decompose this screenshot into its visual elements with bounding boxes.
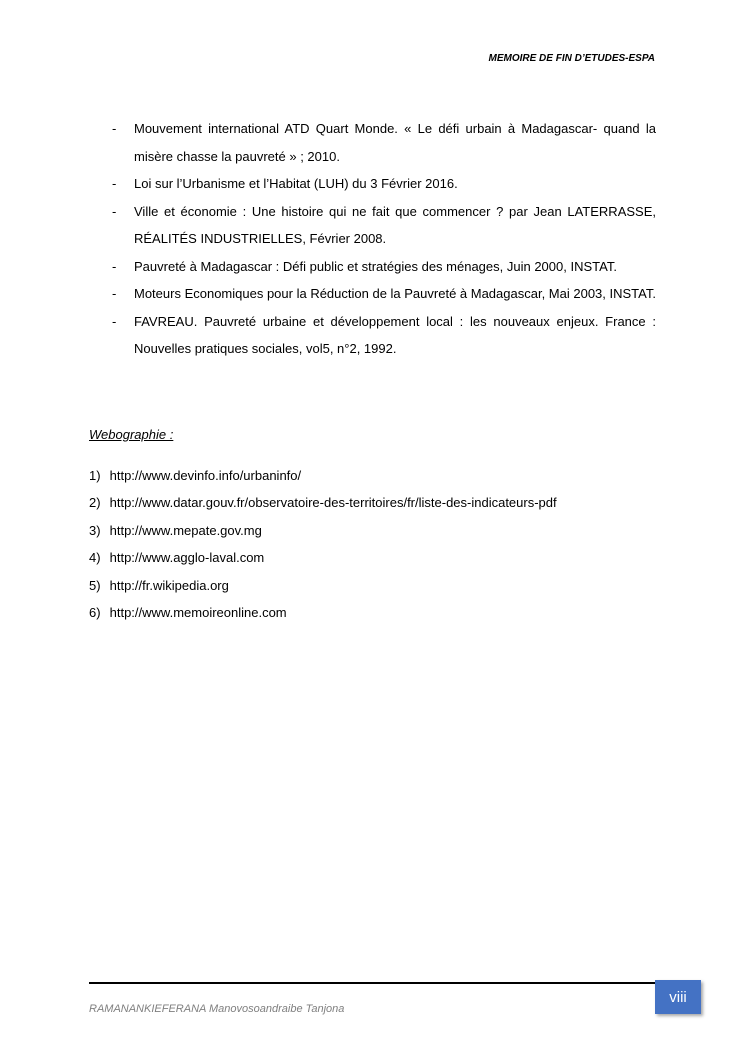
footer-divider <box>89 982 674 984</box>
item-number: 6) <box>89 605 101 621</box>
page-number-badge: viii <box>655 980 701 1014</box>
list-bullet: - <box>112 286 117 301</box>
bibliography-text: Pauvreté à Madagascar : Défi public et stratégies des ménages, Juin 2000, INSTAT. <box>134 258 617 274</box>
webography-item <box>89 599 557 626</box>
bibliography-item <box>89 280 656 308</box>
bibliography-item <box>89 308 656 363</box>
bibliography-text: FAVREAU. Pauvreté urbaine et développement local : les nouveaux enjeux. France : Nouvelles pratiques sociales, vol5, n°2, 1992. <box>134 313 656 356</box>
list-bullet: - <box>112 176 117 191</box>
webography-url: http://www.memoireonline.com <box>109 605 287 621</box>
webography-url: http://www.agglo-laval.com <box>109 550 265 566</box>
webography-item <box>89 462 557 489</box>
webography-item <box>89 489 557 516</box>
webography-url: http://www.datar.gouv.fr/observatoire-des-territoires/fr/liste-des-indicateurs-pdf <box>109 495 557 511</box>
webography-heading: Webographie : <box>89 427 174 442</box>
webography-url: http://www.mepate.gov.mg <box>109 522 262 538</box>
webography-list <box>89 462 557 626</box>
bibliography-text: Loi sur l’Urbanisme et l’Habitat (LUH) du 3 Février 2016. <box>134 176 458 191</box>
item-number: 5) <box>89 577 101 593</box>
running-header: MEMOIRE DE FIN D’ETUDES-ESPA <box>488 53 655 64</box>
webography-url: http://fr.wikipedia.org <box>109 577 229 593</box>
bibliography-item <box>89 253 656 281</box>
item-number: 4) <box>89 550 101 566</box>
list-bullet: - <box>112 203 117 219</box>
item-number: 3) <box>89 522 101 538</box>
bibliography-text: Mouvement international ATD Quart Monde. « Le défi urbain à Madagascar- quand la misère chasse la pauvreté » ; 2010. <box>134 121 656 164</box>
bibliography-item <box>89 170 656 198</box>
webography-url: http://www.devinfo.info/urbaninfo/ <box>109 468 302 483</box>
webography-item <box>89 572 557 599</box>
list-bullet: - <box>112 258 117 274</box>
bibliography-text: Ville et économie : Une histoire qui ne fait que commencer ? par Jean LATERRASSE, RÉALITÉS INDUSTRIELLES, Février 2008. <box>134 203 656 246</box>
item-number: 1) <box>89 468 101 483</box>
bibliography-list <box>89 115 656 363</box>
webography-item <box>89 517 557 544</box>
bibliography-item <box>89 198 656 253</box>
item-number: 2) <box>89 495 101 511</box>
footer-author: RAMANANKIEFERANA Manovosoandraibe Tanjona <box>89 1003 345 1015</box>
bibliography-text: Moteurs Economiques pour la Réduction de la Pauvreté à Madagascar, Mai 2003, INSTAT. <box>134 286 656 301</box>
list-bullet: - <box>112 121 117 136</box>
bibliography-item <box>89 115 656 170</box>
list-bullet: - <box>112 313 117 329</box>
webography-item <box>89 544 557 571</box>
